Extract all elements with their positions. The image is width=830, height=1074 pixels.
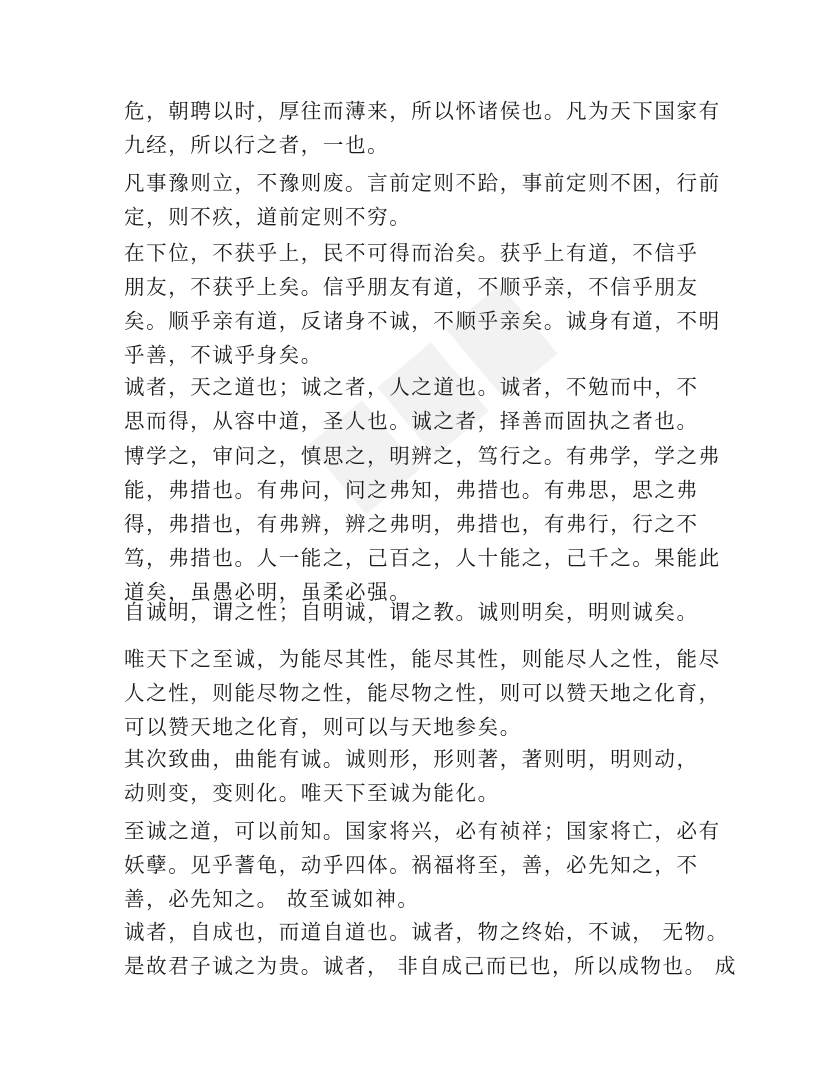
paragraph-1 bbox=[124, 94, 724, 162]
text-line: 其次致曲，曲能有诚。诚则形，形则著，著则明，明则动， bbox=[124, 747, 699, 771]
text-line: 在下位，不获乎上，民不可得而治矣。获乎上有道，不信乎 bbox=[124, 241, 699, 265]
text-line: 至诚之道，可以前知。国家将兴，必有祯祥；国家将亡，必有 bbox=[124, 819, 721, 843]
text-line: 道矣，虽愚必明，虽柔必强。 bbox=[124, 580, 412, 604]
paragraph-10 bbox=[124, 915, 737, 983]
text-line: 九经，所以行之者，一也。 bbox=[124, 133, 390, 157]
text-line: 妖孽。见乎蓍龟，动乎四体。祸福将至，善，必先知之，不 bbox=[124, 853, 699, 877]
text-line: 人之性，则能尽物之性，能尽物之性，则可以赞天地之化育， bbox=[124, 681, 721, 705]
text-line: 可以赞天地之化育，则可以与天地参矣。 bbox=[124, 715, 522, 739]
text-line: 危，朝聘以时，厚往而薄来，所以怀诸侯也。凡为天下国家有 bbox=[124, 99, 721, 123]
text-line: 凡事豫则立，不豫则废。言前定则不跲，事前定则不困，行前 bbox=[124, 171, 721, 195]
paragraph-6 bbox=[124, 595, 724, 629]
text-line: 善，必先知之。 故至诚如神。 bbox=[124, 887, 420, 911]
paragraph-8 bbox=[124, 742, 724, 810]
text-line: 是故君子诚之为贵。诚者， 非自成己而已也，所以成物也。 成 bbox=[124, 954, 737, 978]
text-line: 笃，弗措也。人一能之，己百之，人十能之，己千之。果能此 bbox=[124, 546, 721, 570]
text-line: 矣。顺乎亲有道，反诸身不诚，不顺乎亲矣。诚身有道，不明 bbox=[124, 309, 721, 333]
text-line: 乎善，不诚乎身矣。 bbox=[124, 343, 323, 367]
text-line: 定，则不疚，道前定则不穷。 bbox=[124, 205, 412, 229]
text-line: 思而得，从容中道，圣人也。诚之者，择善而固执之者也。 bbox=[124, 409, 699, 433]
text-line: 能，弗措也。有弗问，问之弗知，弗措也。有弗思，思之弗 bbox=[124, 478, 699, 502]
text-line: 诚者，天之道也；诚之者，人之道也。诚者，不勉而中，不 bbox=[124, 375, 699, 399]
paragraph-3 bbox=[124, 236, 724, 372]
text-line: 自诚明，谓之性；自明诚，谓之教。诚则明矣，明则诚矣。 bbox=[124, 600, 699, 624]
text-line: 诚者，自成也，而道自道也。诚者，物之终始，不诚， 无物。 bbox=[124, 920, 729, 944]
text-line: 唯天下之至诚，为能尽其性，能尽其性，则能尽人之性，能尽 bbox=[124, 647, 721, 671]
paragraph-2 bbox=[124, 166, 724, 234]
paragraph-4 bbox=[124, 370, 724, 438]
paragraph-7 bbox=[124, 642, 724, 744]
paragraph-9 bbox=[124, 814, 724, 916]
text-line: 动则变，变则化。唯天下至诚为能化。 bbox=[124, 781, 500, 805]
text-line: 朋友，不获乎上矣。信乎朋友有道，不顺乎亲，不信乎朋友 bbox=[124, 275, 699, 299]
paragraph-5 bbox=[124, 439, 724, 609]
text-line: 得，弗措也，有弗辨，辨之弗明，弗措也，有弗行，行之不 bbox=[124, 512, 699, 536]
text-line: 博学之，审问之，慎思之，明辨之，笃行之。有弗学，学之弗 bbox=[124, 444, 721, 468]
